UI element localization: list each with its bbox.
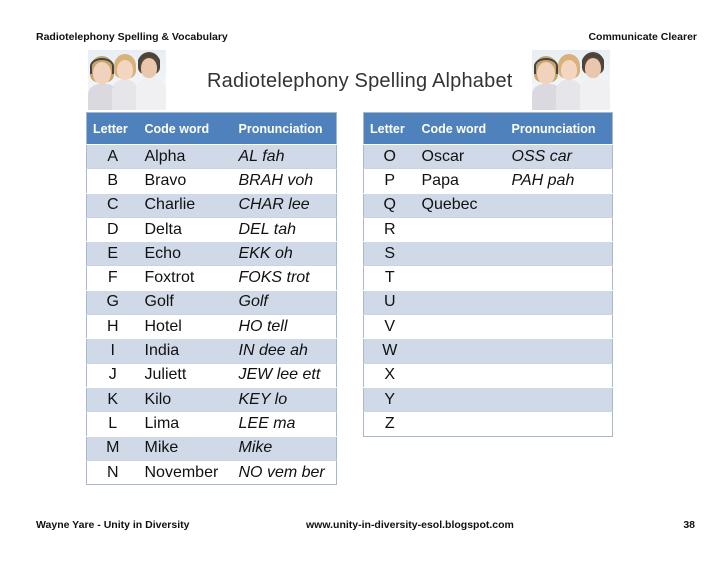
code-word-cell: Juliett (139, 363, 233, 387)
pronunciation-cell (506, 363, 613, 387)
table-row (364, 193, 613, 217)
table-row (87, 387, 337, 411)
table-row (87, 363, 337, 387)
page-number: 38 (683, 519, 695, 531)
table-row (364, 387, 613, 411)
code-word-cell: Charlie (139, 193, 233, 217)
pronunciation-cell: KEY lo (233, 387, 337, 411)
code-word-cell (416, 290, 506, 314)
alphabet-table-a-to-n (86, 112, 337, 485)
code-word-cell: Alpha (139, 145, 233, 169)
pronunciation-cell: FOKS trot (233, 266, 337, 290)
letter-cell: P (364, 169, 416, 193)
pronunciation-cell (506, 387, 613, 411)
table-row (364, 242, 613, 266)
column-header-letter: Letter (364, 113, 416, 145)
letter-cell: Y (364, 387, 416, 411)
code-word-cell: Foxtrot (139, 266, 233, 290)
code-word-cell: Golf (139, 290, 233, 314)
pronunciation-cell (506, 217, 613, 241)
call-center-photo (88, 50, 166, 110)
code-word-cell (416, 217, 506, 241)
letter-cell: K (87, 387, 139, 411)
code-word-cell: India (139, 339, 233, 363)
table-row (87, 169, 337, 193)
letter-cell: S (364, 242, 416, 266)
page-title: Radiotelephony Spelling Alphabet (207, 70, 513, 92)
code-word-cell: Delta (139, 217, 233, 241)
table-row (364, 145, 613, 169)
pronunciation-cell: Mike (233, 436, 337, 460)
table-row (87, 436, 337, 460)
pronunciation-cell (506, 290, 613, 314)
table-row (87, 290, 337, 314)
letter-cell: Z (364, 412, 416, 436)
pronunciation-cell: JEW lee ett (233, 363, 337, 387)
header-left-text: Radiotelephony Spelling & Vocabulary (36, 31, 228, 43)
table-row (364, 339, 613, 363)
letter-cell: M (87, 436, 139, 460)
code-word-cell: Hotel (139, 315, 233, 339)
column-header-pronunciation: Pronunciation (233, 113, 337, 145)
letter-cell: X (364, 363, 416, 387)
table-row (364, 290, 613, 314)
column-header-code-word: Code word (139, 113, 233, 145)
pronunciation-cell (506, 315, 613, 339)
letter-cell: F (87, 266, 139, 290)
table-row (364, 412, 613, 436)
pronunciation-cell: NO vem ber (233, 460, 337, 484)
letter-cell: I (87, 339, 139, 363)
pronunciation-cell: EKK oh (233, 242, 337, 266)
pronunciation-cell: HO tell (233, 315, 337, 339)
code-word-cell: Quebec (416, 193, 506, 217)
code-word-cell (416, 242, 506, 266)
letter-cell: L (87, 412, 139, 436)
code-word-cell (416, 387, 506, 411)
letter-cell: B (87, 169, 139, 193)
pronunciation-cell: BRAH voh (233, 169, 337, 193)
table-row (87, 315, 337, 339)
letter-cell: R (364, 217, 416, 241)
letter-cell: J (87, 363, 139, 387)
alphabet-table-o-to-z (363, 112, 613, 437)
column-header-code-word: Code word (416, 113, 506, 145)
letter-cell: V (364, 315, 416, 339)
table-row (87, 339, 337, 363)
call-center-photo (532, 50, 610, 110)
pronunciation-cell: CHAR lee (233, 193, 337, 217)
code-word-cell: Echo (139, 242, 233, 266)
code-word-cell: Mike (139, 436, 233, 460)
table-row (364, 315, 613, 339)
table-header-row (87, 113, 337, 145)
letter-cell: H (87, 315, 139, 339)
code-word-cell: Lima (139, 412, 233, 436)
letter-cell: D (87, 217, 139, 241)
letter-cell: O (364, 145, 416, 169)
pronunciation-cell: Golf (233, 290, 337, 314)
table-row (87, 460, 337, 484)
header-right-text: Communicate Clearer (588, 31, 697, 43)
letter-cell: E (87, 242, 139, 266)
pronunciation-cell: AL fah (233, 145, 337, 169)
table-header-row (364, 113, 613, 145)
footer-author: Wayne Yare - Unity in Diversity (36, 519, 190, 531)
letter-cell: U (364, 290, 416, 314)
pronunciation-cell (506, 339, 613, 363)
code-word-cell (416, 412, 506, 436)
code-word-cell (416, 339, 506, 363)
footer-website: www.unity-in-diversity-esol.blogspot.com (306, 519, 514, 531)
letter-cell: A (87, 145, 139, 169)
letter-cell: N (87, 460, 139, 484)
letter-cell: T (364, 266, 416, 290)
code-word-cell (416, 266, 506, 290)
pronunciation-cell (506, 266, 613, 290)
table-row (87, 145, 337, 169)
code-word-cell: Oscar (416, 145, 506, 169)
column-header-pronunciation: Pronunciation (506, 113, 613, 145)
code-word-cell: Papa (416, 169, 506, 193)
code-word-cell: Bravo (139, 169, 233, 193)
table-row (364, 169, 613, 193)
table-row (87, 412, 337, 436)
letter-cell: C (87, 193, 139, 217)
table-row (87, 217, 337, 241)
table-row (364, 266, 613, 290)
table-row (87, 242, 337, 266)
column-header-letter: Letter (87, 113, 139, 145)
letter-cell: W (364, 339, 416, 363)
code-word-cell: Kilo (139, 387, 233, 411)
pronunciation-cell: DEL tah (233, 217, 337, 241)
letter-cell: G (87, 290, 139, 314)
pronunciation-cell: IN dee ah (233, 339, 337, 363)
letter-cell: Q (364, 193, 416, 217)
pronunciation-cell (506, 412, 613, 436)
code-word-cell (416, 363, 506, 387)
pronunciation-cell (506, 242, 613, 266)
code-word-cell (416, 315, 506, 339)
pronunciation-cell: OSS car (506, 145, 613, 169)
table-row (87, 193, 337, 217)
table-row (364, 363, 613, 387)
code-word-cell: November (139, 460, 233, 484)
pronunciation-cell: PAH pah (506, 169, 613, 193)
table-row (87, 266, 337, 290)
pronunciation-cell (506, 193, 613, 217)
table-row (364, 217, 613, 241)
pronunciation-cell: LEE ma (233, 412, 337, 436)
